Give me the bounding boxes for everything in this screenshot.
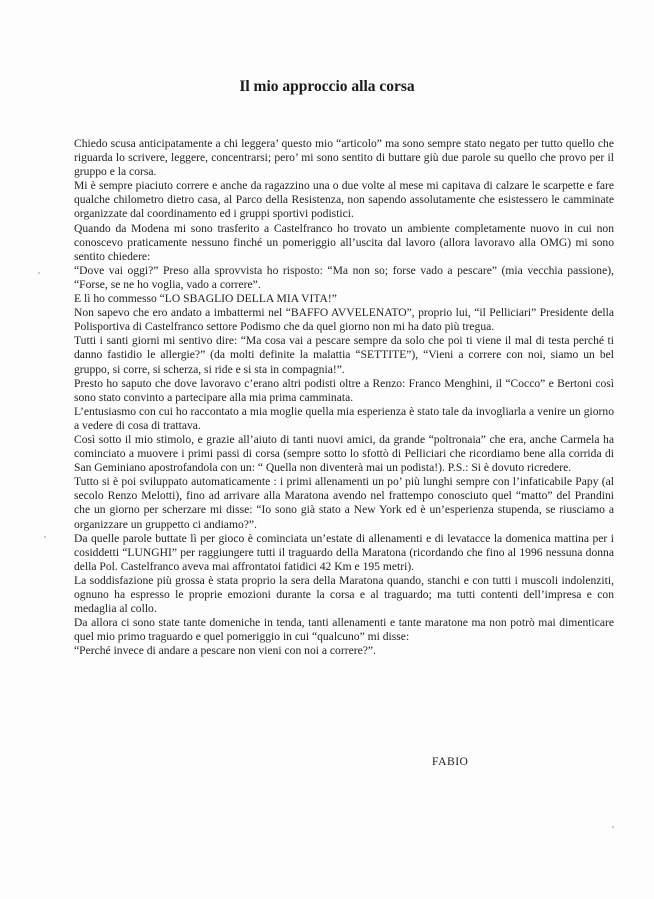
paragraph-14: Da allora ci sono state tante domeniche in tenda, tanti allenamenti e tante maratone ma non potrò mai dimenticare quel mio primo traguardo e quel pomeriggio in cui “qualcuno” mi disse: — [74, 616, 614, 644]
paragraph-8: Presto ho saputo che dove lavoravo c’erano altri podisti oltre a Renzo: Franco Menghini, il “Cocco” e Bertoni così sono stato convinto a partecipare alla mia prima camminata. — [74, 376, 614, 404]
paragraph-6: Non sapevo che ero andato a imbattermi nel “BAFFO AVVELENATO”, proprio lui, “il Pelliciari” Presidente della Polisportiva di Castelfranco settore Podismo che da quel giorno non mi ha dato più tregua. — [74, 306, 614, 334]
scan-speck — [612, 826, 614, 828]
paragraph-7: Tutti i santi giorni mi sentivo dire: “Ma cosa vai a pescare sempre da solo che poi ti viene il mal di testa perché ti danno fastidio le allergie?” (da molti definite la malattia “SETTITE”), “Vieni a correre con noi, siamo un bel gruppo, si corre, si scherza, si ride e si sta in compagnia!”. — [74, 334, 614, 376]
paragraph-1: Chiedo scusa anticipatamente a chi leggera’ questo mio “articolo” ma sono sempre stato negato per tutto quello che riguarda lo scrivere, leggere, concentrarsi; pero’ mi sono sentito di buttare giù due parole su quello che provo per il gruppo e la corsa. — [74, 137, 614, 179]
paragraph-2: Mi è sempre piaciuto correre e anche da ragazzino una o due volte al mese mi capitava di calzare le scarpette e fare qualche chilometro dietro casa, al Parco della Resistenza, non sapendo assolutamente che esistessero le camminate organizzate dal coordinamento ed i gruppi sportivi podistici. — [74, 179, 614, 221]
author-signature: FABIO — [432, 755, 469, 768]
paragraph-3: Quando da Modena mi sono trasferito a Castelfranco ho trovato un ambiente completamente nuovo in cui non conoscevo praticamente nessuno finché un pomeriggio all’uscita dal lavoro (allora lavoravo alla OMG) mi sono sentito chiedere: — [74, 221, 614, 263]
paragraph-10: Così sotto il mio stimolo, e grazie all’aiuto di tanti nuovi amici, da grande “poltronaia” che era, anche Carmela ha cominciato a muovere i primi passi di corsa (sempre sotto lo sfottò di Pelliciari che ricordiamo bene alla corrida di San Geminiano apostrofandola con un: “ Quella non diventerà mai un podista!). P.S.: Si è dovuto ricredere. — [74, 432, 614, 475]
article-body — [74, 137, 614, 658]
paragraph-4: “Dove vai oggi?” Preso alla sprovvista ho risposto: “Ma non so; forse vado a pescare” (mia vecchia passione), “Forse, se ne ho voglia, vado a correre”. — [74, 263, 614, 291]
paragraph-11: Tutto si è poi sviluppato automaticamente : i primi allenamenti un po’ più lunghi sempre con l’infaticabile Papy (al secolo Renzo Melotti), fino ad arrivare alla Maratona avendo nel frattempo conosciuto quel “matto” del Prandini che un giorno per scherzare mi disse: “Io sono già stato a New York ed è un’esperienza stupenda, se riusciamo a organizzare un gruppetto ci andiamo?”. — [74, 475, 614, 531]
paragraph-15: “Perché invece di andare a pescare non vieni con noi a correre?”. — [74, 644, 376, 658]
scan-speck — [44, 536, 46, 538]
paragraph-12: Da quelle parole buttate lì per gioco è cominciata un’estate di allenamenti e di levatacce la domenica mattina per i cosiddetti “LUNGHI” per raggiungere tutti il traguardo della Maratona (ricordando che fino al 1996 nessuna donna della Pol. Castelfranco aveva mai affrontatoi fatidici 42 Km e 195 metri). — [74, 531, 614, 573]
document-title: Il mio approccio alla corsa — [239, 78, 415, 95]
paragraph-9: L’entusiasmo con cui ho raccontato a mia moglie quella mia esperienza è stato tale da invogliarla a venire un giorno a vedere di cosa di trattava. — [74, 404, 614, 432]
paragraph-5: E lì ho commesso “LO SBAGLIO DELLA MIA VITA!” — [74, 292, 337, 306]
scan-speck — [38, 272, 40, 274]
paragraph-13: La soddisfazione più grossa è stata proprio la sera della Maratona quando, stanchi e con tutti i muscoli indolenziti, ognuno ha espresso le proprie emozioni durante la corsa e al traguardo; ma tutti contenti dell’impresa e con medaglia al collo. — [74, 573, 614, 616]
